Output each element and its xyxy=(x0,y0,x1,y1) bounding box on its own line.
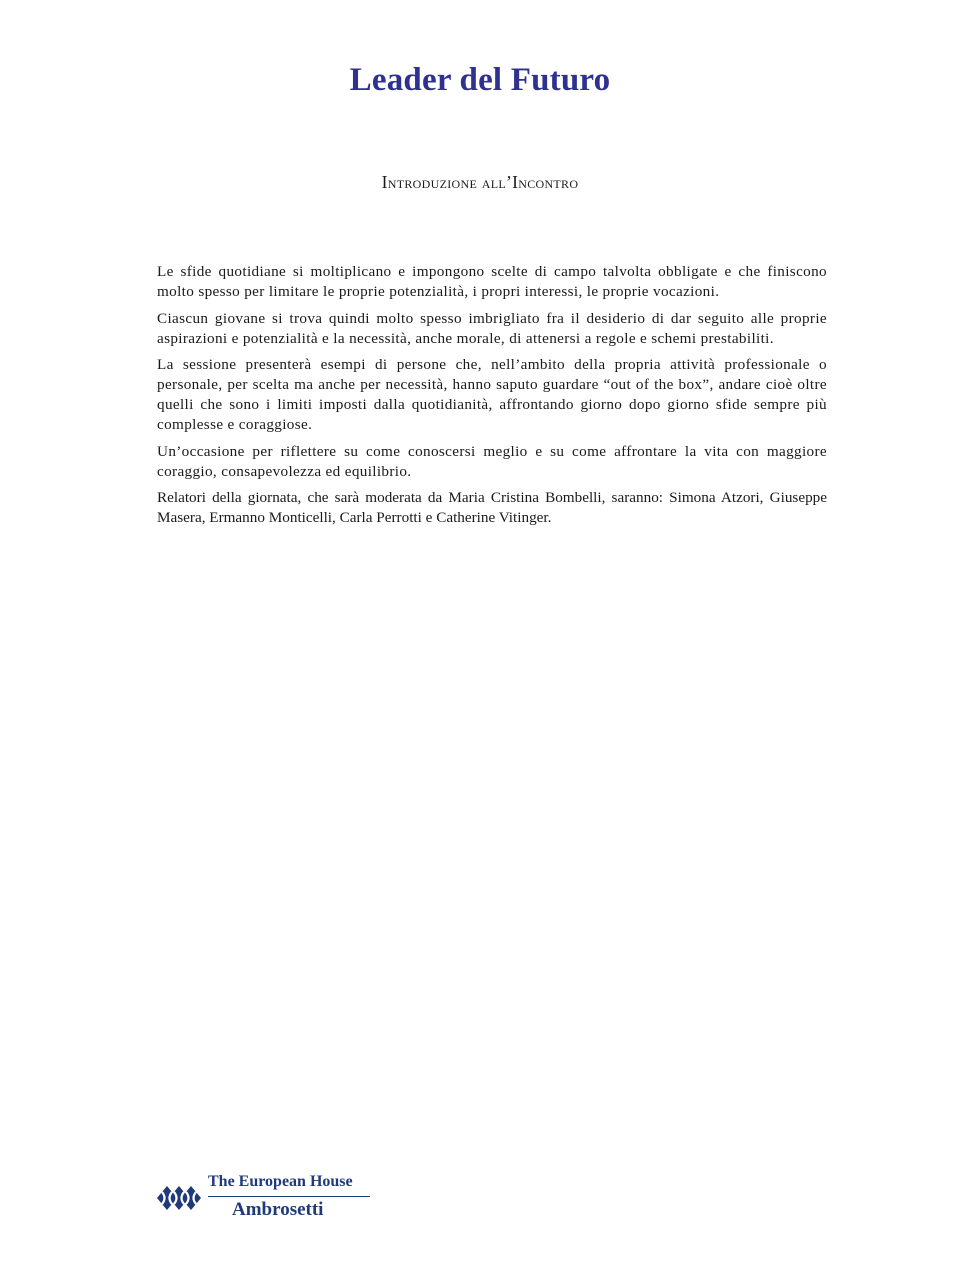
ambrosetti-logo-icon xyxy=(155,1178,203,1218)
paragraph-2: Ciascun giovane si trova quindi molto spesso imbrigliato fra il desiderio di dar seguito alle proprie aspirazioni e potenzialità e la necessità, anche morale, di attenersi a regole e schemi prestabiliti. xyxy=(157,309,827,347)
logo-text-ambrosetti: Ambrosetti xyxy=(232,1199,324,1220)
logo-divider xyxy=(208,1196,370,1197)
logo-text-the-european-house: The European House xyxy=(208,1173,353,1190)
paragraph-4: Un’occasione per riflettere su come conoscersi meglio e su come affrontare la vita con maggiore coraggio, consapevolezza ed equilibrio. xyxy=(157,442,827,480)
paragraph-1: Le sfide quotidiane si moltiplicano e impongono scelte di campo talvolta obbligate e che finiscono molto spesso per limitare le proprie potenzialità, i propri interessi, le proprie vocazioni. xyxy=(157,263,827,300)
page-title: Leader del Futuro xyxy=(349,62,611,98)
paragraph-5: Relatori della giornata, che sarà moderata da Maria Cristina Bombelli, saranno: Simona Atzori, Giuseppe Masera, Ermanno Monticelli, Carla Perrotti e Catherine Vitinger. xyxy=(157,489,827,526)
section-heading: Introduzione all’Incontro xyxy=(381,172,579,192)
body-text xyxy=(157,262,827,535)
paragraph-3: La sessione presenterà esempi di persone che, nell’ambito della propria attività professionale o personale, per scelta ma anche per necessità, hanno saputo guardare “out of the box”, andare cioè oltre quelli che sono i limiti imposti dalla quotidianità, affrontando giorno dopo giorno sfide sempre più complesse e coraggiose. xyxy=(157,356,827,433)
company-logo xyxy=(155,1172,375,1224)
